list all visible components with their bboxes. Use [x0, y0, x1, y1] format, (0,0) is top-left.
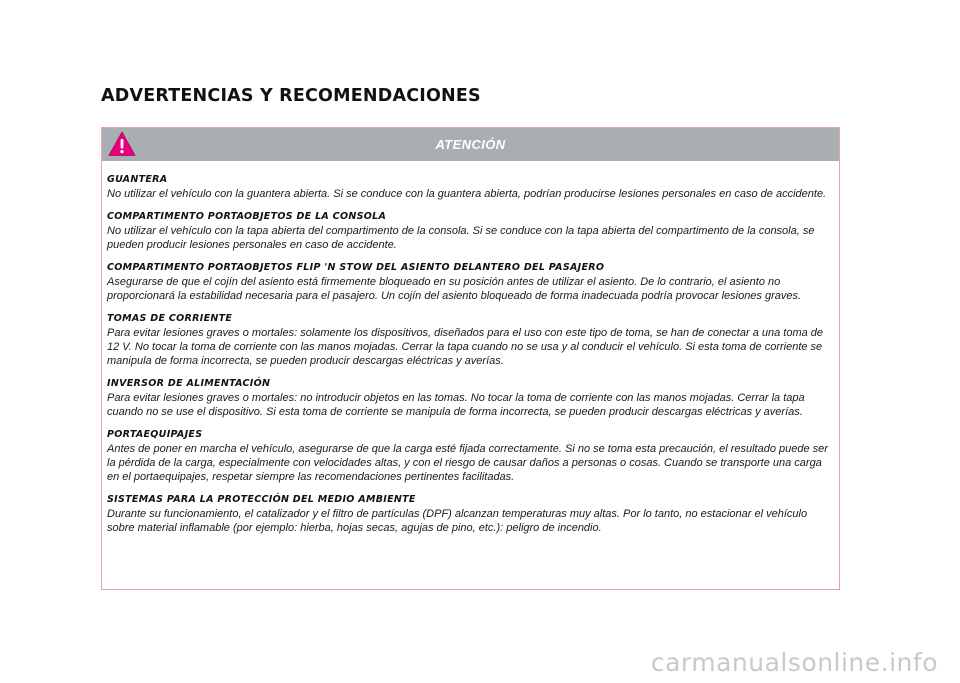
section-body: No utilizar el vehículo con la guantera abierta. Si se conduce con la guantera abierta, podrían producirse lesiones personales en caso de accidente. — [107, 188, 827, 200]
section-flip-n-stow — [107, 261, 833, 303]
section-heading: INVERSOR DE ALIMENTACIÓN — [107, 378, 271, 389]
watermark: carmanualsonline.info — [650, 648, 938, 677]
section-compartimento-consola — [107, 210, 833, 252]
section-guantera — [107, 173, 833, 201]
section-heading: PORTAEQUIPAJES — [107, 429, 203, 440]
section-body: Durante su funcionamiento, el catalizador y el filtro de partículas (DPF) alcanzan temperaturas muy altas. Por lo tanto, no estacionar el vehículo sobre material inflamable (por ejemplo: hierba, hojas secas, agujas de pino, etc.): peligro de incendio. — [107, 508, 808, 534]
section-heading: COMPARTIMENTO PORTAOBJETOS FLIP 'N STOW DEL ASIENTO DELANTERO DEL PASAJERO — [107, 262, 605, 273]
section-body: Para evitar lesiones graves o mortales: no introducir objetos en las tomas. No tocar la toma de corriente con las manos mojadas. Cerrar la tapa cuando no se use el dispositivo. Si esta toma de corriente se manipula de forma incorrecta, se pueden producir descargas eléctricas y averías. — [107, 392, 805, 418]
warning-content — [107, 173, 833, 544]
warning-box — [101, 127, 840, 590]
page-title: ADVERTENCIAS Y RECOMENDACIONES — [101, 86, 481, 106]
section-portaequipajes — [107, 428, 833, 484]
section-body: Asegurarse de que el cojín del asiento está firmemente bloqueado en su posición antes de utilizar el asiento. De lo contrario, el asiento no proporcionará la estabilidad necesaria para el pasajero. Un cojín del asiento bloqueado de forma inadecuada podría provocar lesiones graves. — [107, 276, 802, 302]
section-medio-ambiente — [107, 493, 833, 535]
section-heading: TOMAS DE CORRIENTE — [107, 313, 233, 324]
section-body: Antes de poner en marcha el vehículo, asegurarse de que la carga esté fijada correctamente. Si no se toma esta precaución, el resultado puede ser la pérdida de la carga, especialmente con velocidades altas, y con el riesgo de causar daños a personas o cosas. Cuando se transporte una carga en el portaequipajes, respetar siempre las recomendaciones pertinentes facilitadas. — [107, 443, 828, 483]
section-heading: COMPARTIMENTO PORTAOBJETOS DE LA CONSOLA — [107, 211, 387, 222]
warning-header — [102, 128, 839, 161]
section-body: No utilizar el vehículo con la tapa abierta del compartimento de la consola. Si se conduce con la tapa abierta del compartimento de la consola, se pueden producir lesiones personales en caso de accidente. — [107, 225, 815, 251]
section-tomas-de-corriente — [107, 312, 833, 368]
section-heading: GUANTERA — [107, 174, 168, 185]
warning-header-label: ATENCIÓN — [435, 137, 506, 152]
section-inversor — [107, 377, 833, 419]
section-body: Para evitar lesiones graves o mortales: solamente los dispositivos, diseñados para el uso con este tipo de toma, se han de conectar a una toma de 12 V. No tocar la toma de corriente con las manos mojadas. Cerrar la tapa cuando no se usa y al conducir el vehículo. Si esta toma de corriente se manipula de forma incorrecta, se pueden producir descargas eléctricas y averías. — [107, 327, 824, 367]
section-heading: SISTEMAS PARA LA PROTECCIÓN DEL MEDIO AMBIENTE — [107, 494, 416, 505]
